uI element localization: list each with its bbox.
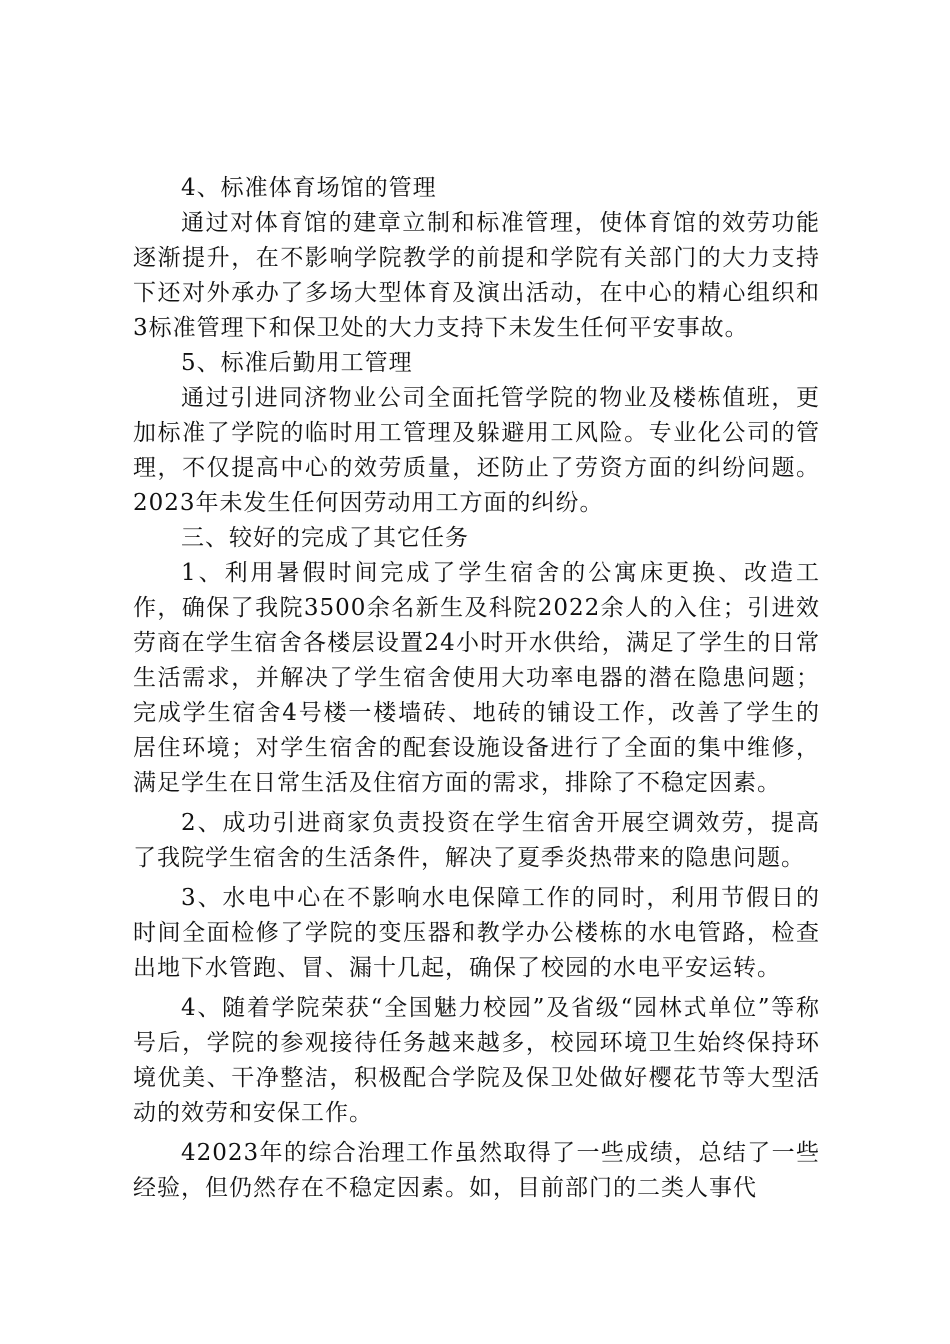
paragraph-campus-honors: 4、随着学院荣获“全国魅力校园”及省级“园林式单位”等称号后，学院的参观接待任务越来越多，校园环境卫生始终保持环境优美、干净整洁，积极配合学院及保卫处做好樱花节等大型活动的效劳和安保工作。 xyxy=(133,995,820,1126)
paragraph-utilities: 3、水电中心在不影响水电保障工作的同时，利用节假日的时间全面检修了学院的变压器和教学办公楼栋的水电管路，检查出地下水管跑、冒、漏十几起，确保了校园的水电平安运转。 xyxy=(133,885,820,981)
paragraph-summary: 42023年的综合治理工作虽然取得了一些成绩，总结了一些经验，但仍然存在不稳定因素。如，目前部门的二类人事代 xyxy=(133,1140,820,1201)
paragraph-dormitory-work: 1、利用暑假时间完成了学生宿舍的公寓床更换、改造工作，确保了我院3500余名新生及科院2022余人的入住；引进效劳商在学生宿舍各楼层设置24小时开水供给，满足了学生的日常生活需求，并解决了学生宿舍使用大功率电器的潜在隐患问题；完成学生宿舍4号楼一楼墙砖、地砖的铺设工作，改善了学生的居住环境；对学生宿舍的配套设施设备进行了全面的集中维修，满足学生在日常生活及住宿方面的需求，排除了不稳定因素。 xyxy=(133,560,820,796)
document-body xyxy=(133,171,820,1206)
paragraph-stadium-management: 通过对体育馆的建章立制和标准管理，使体育馆的效劳功能逐渐提升，在不影响学院教学的前提和学院有关部门的大力支持下还对外承办了多场大型体育及演出活动，在中心的精心组织和3标准管理下和保卫处的大力支持下未发生任何平安事故。 xyxy=(133,210,820,341)
heading-other-tasks: 三、较好的完成了其它任务 xyxy=(181,525,469,551)
paragraph-air-conditioning: 2、成功引进商家负责投资在学生宿舍开展空调效劳，提高了我院学生宿舍的生活条件，解决了夏季炎热带来的隐患问题。 xyxy=(133,810,820,871)
paragraph-labor-management: 通过引进同济物业公司全面托管学院的物业及楼栋值班，更加标准了学院的临时用工管理及躲避用工风险。专业化公司的管理，不仅提高中心的效劳质量，还防止了劳资方面的纠纷问题。2023年未发生任何因劳动用工方面的纠纷。 xyxy=(133,385,820,516)
heading-labor-management: 5、标准后勤用工管理 xyxy=(181,350,413,376)
heading-stadium-management: 4、标准体育场馆的管理 xyxy=(181,175,437,201)
